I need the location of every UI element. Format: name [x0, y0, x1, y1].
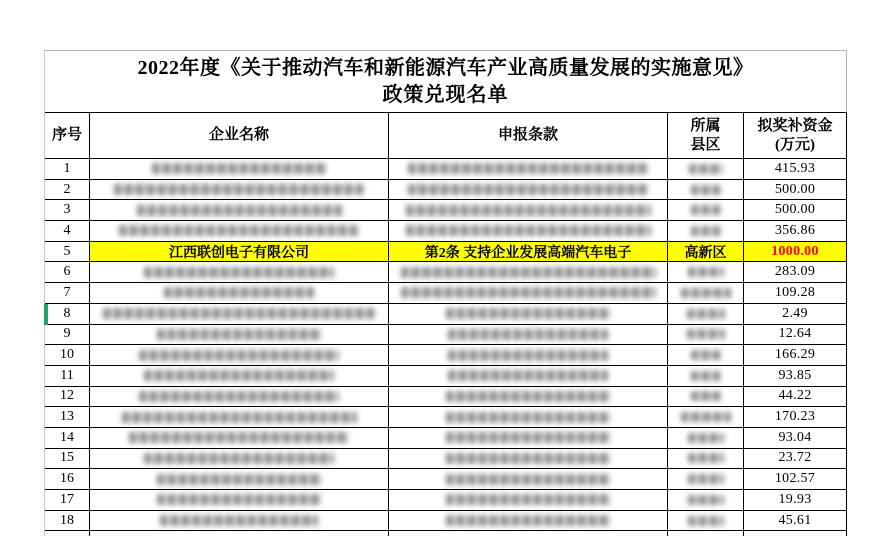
- amount-value: 102.57: [774, 471, 816, 487]
- amount-value: 44.22: [778, 388, 812, 404]
- company-cell[interactable]: [90, 283, 389, 304]
- header-cell-index[interactable]: [44, 113, 90, 159]
- company-cell[interactable]: [90, 242, 389, 263]
- redacted-clause: [401, 287, 656, 298]
- table-row: [44, 428, 847, 449]
- clause-cell[interactable]: [389, 407, 668, 428]
- redacted-clause: [408, 163, 648, 174]
- row-number-cell[interactable]: 10: [44, 345, 90, 366]
- amount-cell[interactable]: [744, 490, 847, 511]
- amount-cell[interactable]: [744, 242, 847, 263]
- district-cell[interactable]: [668, 366, 744, 387]
- redacted-clause: [446, 308, 611, 319]
- policy-table: [44, 50, 847, 536]
- amount-cell[interactable]: [744, 180, 847, 201]
- company-cell[interactable]: [90, 428, 389, 449]
- amount-value: 166.29: [774, 347, 816, 363]
- amount-value: 356.86: [774, 222, 816, 238]
- row-number-cell[interactable]: 7: [44, 283, 90, 304]
- amount-value: 170.23: [774, 409, 816, 425]
- redacted-district: [681, 412, 731, 422]
- clause-cell[interactable]: [389, 304, 668, 325]
- district-cell[interactable]: [668, 262, 744, 283]
- table-row: [44, 366, 847, 387]
- redacted-district: [691, 205, 721, 215]
- redacted-district: [688, 433, 724, 443]
- district-cell[interactable]: [668, 449, 744, 470]
- table-row: [44, 387, 847, 408]
- redacted-company-name: [152, 163, 327, 174]
- clause-cell[interactable]: [389, 262, 668, 283]
- district-cell[interactable]: [668, 200, 744, 221]
- company-cell[interactable]: [90, 304, 389, 325]
- row-number-cell[interactable]: 2: [44, 180, 90, 201]
- amount-cell[interactable]: [744, 449, 847, 470]
- district-cell[interactable]: [668, 407, 744, 428]
- company-cell[interactable]: [90, 407, 389, 428]
- district-cell[interactable]: [668, 283, 744, 304]
- clause-cell[interactable]: [389, 490, 668, 511]
- amount-cell[interactable]: [744, 200, 847, 221]
- row-number-cell[interactable]: 1: [44, 159, 90, 180]
- amount-value: 283.09: [774, 264, 816, 280]
- row-number-cell[interactable]: 16: [44, 469, 90, 490]
- redacted-company-name: [157, 494, 322, 505]
- row-number-cell[interactable]: 8: [44, 304, 90, 325]
- table-body: [44, 159, 847, 531]
- header-label-clause: 申报条款: [497, 127, 558, 143]
- company-cell[interactable]: [90, 180, 389, 201]
- table-row: [44, 449, 847, 470]
- header-cell-clause[interactable]: [389, 113, 668, 159]
- amount-cell[interactable]: [744, 366, 847, 387]
- row-number-cell[interactable]: 6: [44, 262, 90, 283]
- district-cell[interactable]: [668, 242, 744, 263]
- district-name: 高新区: [684, 245, 727, 261]
- header-cell-amount[interactable]: [744, 113, 847, 159]
- redacted-company-name: [144, 267, 334, 278]
- redacted-clause: [446, 474, 611, 485]
- redacted-clause: [446, 391, 611, 402]
- company-cell[interactable]: [90, 387, 389, 408]
- redacted-company-name: [103, 308, 375, 319]
- clause-cell[interactable]: [389, 159, 668, 180]
- amount-value: 2.49: [782, 305, 808, 321]
- cutoff-cell: [44, 531, 90, 536]
- header-cell-company[interactable]: [90, 113, 389, 159]
- clause-cell[interactable]: [389, 180, 668, 201]
- redacted-district: [691, 185, 721, 195]
- header-label-district-line2: 县区: [690, 136, 721, 153]
- redacted-district: [688, 453, 724, 463]
- amount-cell[interactable]: [744, 428, 847, 449]
- clause-cell[interactable]: [389, 387, 668, 408]
- redacted-clause: [448, 370, 608, 381]
- clause-text: 第2条 支持企业发展高端汽车电子: [424, 245, 632, 261]
- row-number-cell[interactable]: 3: [44, 200, 90, 221]
- table-row: [44, 490, 847, 511]
- table-row: [44, 304, 847, 325]
- district-cell[interactable]: [668, 428, 744, 449]
- district-cell[interactable]: [668, 490, 744, 511]
- amount-value: 500.00: [774, 202, 816, 218]
- clause-cell[interactable]: [389, 283, 668, 304]
- row-number-cell[interactable]: 13: [44, 407, 90, 428]
- redacted-company-name: [164, 287, 314, 298]
- header-label-district-line1: 所属: [690, 117, 721, 134]
- row-number-cell[interactable]: 14: [44, 428, 90, 449]
- row-number-cell[interactable]: 15: [44, 449, 90, 470]
- table-row: [44, 200, 847, 221]
- redacted-district: [688, 516, 724, 526]
- selected-row-indicator: [44, 304, 48, 325]
- redacted-district: [687, 329, 725, 339]
- district-cell[interactable]: [668, 221, 744, 242]
- clause-cell[interactable]: [389, 325, 668, 346]
- amount-cell[interactable]: [744, 325, 847, 346]
- company-cell[interactable]: [90, 262, 389, 283]
- district-cell[interactable]: [668, 180, 744, 201]
- row-number-cell[interactable]: 11: [44, 366, 90, 387]
- redacted-district: [691, 371, 721, 381]
- redacted-company-name: [114, 184, 364, 195]
- table-row: [44, 469, 847, 490]
- amount-cell[interactable]: [744, 283, 847, 304]
- redacted-company-name: [119, 225, 359, 236]
- redacted-clause: [446, 453, 611, 464]
- row-number-cell[interactable]: 17: [44, 490, 90, 511]
- clause-cell[interactable]: [389, 200, 668, 221]
- table-row: [44, 283, 847, 304]
- company-cell[interactable]: [90, 200, 389, 221]
- company-name: 江西联创电子有限公司: [169, 245, 309, 261]
- clause-cell[interactable]: [389, 511, 668, 532]
- redacted-district: [687, 309, 725, 319]
- table-row: [44, 180, 847, 201]
- district-cell[interactable]: [668, 387, 744, 408]
- amount-value: 93.04: [778, 429, 812, 445]
- cutoff-cell: [744, 531, 847, 536]
- redacted-clause: [448, 350, 608, 361]
- row-number-cell[interactable]: 5: [44, 242, 90, 263]
- table-row: [44, 262, 847, 283]
- clause-cell[interactable]: [389, 221, 668, 242]
- table-row: [44, 325, 847, 346]
- redacted-district: [691, 350, 721, 360]
- company-cell[interactable]: [90, 159, 389, 180]
- sheet-gridline: [44, 50, 45, 536]
- header-row: [44, 113, 847, 159]
- row-number-cell[interactable]: 18: [44, 511, 90, 532]
- header-label-company: 企业名称: [208, 127, 269, 143]
- redacted-company-name: [129, 432, 349, 443]
- clause-cell[interactable]: [389, 366, 668, 387]
- company-cell[interactable]: [90, 469, 389, 490]
- redacted-company-name: [160, 515, 318, 526]
- amount-cell[interactable]: [744, 304, 847, 325]
- amount-cell[interactable]: [744, 221, 847, 242]
- amount-cell[interactable]: [744, 387, 847, 408]
- district-cell[interactable]: [668, 345, 744, 366]
- redacted-district: [688, 474, 724, 484]
- company-cell[interactable]: [90, 221, 389, 242]
- company-cell[interactable]: [90, 490, 389, 511]
- amount-value: 109.28: [774, 284, 816, 300]
- table-row: [44, 407, 847, 428]
- amount-value: 12.64: [778, 326, 812, 342]
- redacted-company-name: [157, 474, 322, 485]
- company-cell[interactable]: [90, 366, 389, 387]
- amount-cell[interactable]: [744, 511, 847, 532]
- row-number-cell[interactable]: 4: [44, 221, 90, 242]
- cutoff-cell: [668, 531, 744, 536]
- table-title-cell[interactable]: [44, 50, 847, 112]
- redacted-clause: [446, 515, 611, 526]
- redacted-clause: [408, 184, 648, 195]
- table-title-line1: 2022年度《关于推动汽车和新能源汽车产业高质量发展的实施意见》: [137, 56, 754, 79]
- amount-value: 1000.00: [771, 243, 819, 259]
- redacted-clause: [446, 432, 611, 443]
- redacted-district: [691, 226, 721, 236]
- redacted-company-name: [139, 350, 339, 361]
- redacted-clause: [406, 205, 651, 216]
- company-cell[interactable]: [90, 511, 389, 532]
- row-number-cell[interactable]: 9: [44, 325, 90, 346]
- amount-value: 19.93: [778, 491, 812, 507]
- header-label-index: 序号: [51, 127, 82, 143]
- cutoff-cell: [90, 531, 389, 536]
- clause-cell[interactable]: [389, 469, 668, 490]
- company-cell[interactable]: [90, 449, 389, 470]
- redacted-district: [681, 288, 731, 298]
- redacted-district: [688, 495, 724, 505]
- redacted-company-name: [122, 412, 357, 423]
- redacted-clause: [406, 225, 651, 236]
- table-grid: [44, 112, 847, 536]
- redacted-company-name: [144, 453, 334, 464]
- redacted-company-name: [144, 370, 334, 381]
- table-row: [44, 159, 847, 180]
- company-cell[interactable]: [90, 325, 389, 346]
- redacted-district: [691, 391, 721, 401]
- table-row: [44, 221, 847, 242]
- redacted-district: [689, 164, 723, 174]
- redacted-company-name: [139, 391, 339, 402]
- redacted-clause: [448, 329, 608, 340]
- row-number-cell[interactable]: 12: [44, 387, 90, 408]
- redacted-clause: [446, 494, 611, 505]
- district-cell[interactable]: [668, 325, 744, 346]
- header-label-amount-line1: 拟奖补资金: [757, 117, 833, 134]
- redacted-company-name: [157, 329, 322, 340]
- cutoff-row: [44, 531, 847, 536]
- table-title-line2: 政策兑现名单: [382, 83, 509, 106]
- district-cell[interactable]: [668, 469, 744, 490]
- cutoff-cell: [389, 531, 668, 536]
- district-cell[interactable]: [668, 159, 744, 180]
- amount-value: 500.00: [774, 181, 816, 197]
- clause-cell[interactable]: [389, 428, 668, 449]
- redacted-clause: [401, 267, 656, 278]
- amount-value: 93.85: [778, 367, 812, 383]
- clause-cell[interactable]: [389, 242, 668, 263]
- amount-value: 23.72: [778, 450, 812, 466]
- redacted-company-name: [137, 205, 342, 216]
- amount-cell[interactable]: [744, 262, 847, 283]
- redacted-district: [688, 267, 724, 277]
- header-cell-district[interactable]: [668, 113, 744, 159]
- redacted-clause: [446, 412, 611, 423]
- amount-cell[interactable]: [744, 345, 847, 366]
- table-row: [44, 242, 847, 263]
- header-label-amount-line2: (万元): [775, 136, 815, 153]
- amount-value: 45.61: [778, 512, 812, 528]
- clause-cell[interactable]: [389, 449, 668, 470]
- amount-cell[interactable]: [744, 469, 847, 490]
- district-cell[interactable]: [668, 304, 744, 325]
- amount-value: 415.93: [774, 160, 816, 176]
- clause-cell[interactable]: [389, 345, 668, 366]
- company-cell[interactable]: [90, 345, 389, 366]
- district-cell[interactable]: [668, 511, 744, 532]
- table-row: [44, 345, 847, 366]
- table-row: [44, 511, 847, 532]
- amount-cell[interactable]: [744, 159, 847, 180]
- amount-cell[interactable]: [744, 407, 847, 428]
